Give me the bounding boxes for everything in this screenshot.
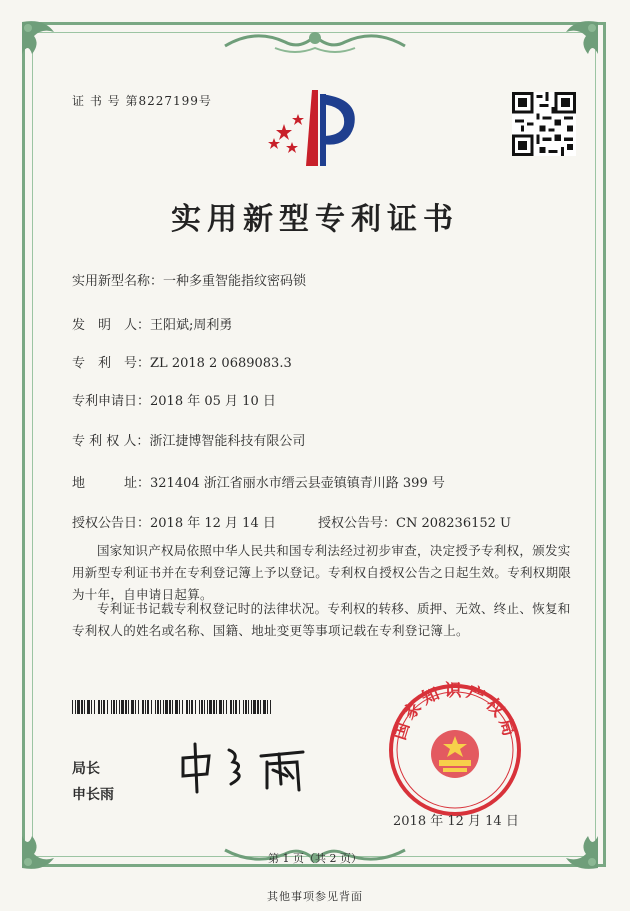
field-value: 浙江捷博智能科技有限公司 [149,434,306,449]
field-value: CN 208236152 U [396,516,511,531]
field-grant-number [318,512,511,531]
seal-date: 2018 年 12 月 14 日 [393,814,519,829]
field-filing-date [72,390,276,409]
barcode-icon [72,700,272,714]
director-title: 局长 [72,761,100,777]
field-utility-model-name [72,270,306,289]
field-label: 专 利 权 人： [72,434,150,449]
field-label: 实用新型名称： [72,274,164,289]
certificate-number: 证 书 号 第8227199号 [72,94,212,108]
field-value: 2018 年 12 月 14 日 [150,516,276,531]
corner-ornament-icon [14,822,68,876]
statement-paragraph: 专利证书记载专利权登记时的法律状况。专利权的转移、质押、无效、终止、恢复和专利权人的姓名或名称、国籍、地址变更等事项记载在专利登记簿上。 [72,601,571,638]
field-inventor [72,314,232,333]
field-value: 一种多重智能指纹密码锁 [163,274,307,289]
field-label: 专 利 号： [72,356,151,371]
director-name: 申长雨 [72,787,114,803]
field-value: 2018 年 05 月 10 日 [150,394,276,409]
statement-paragraph: 国家知识产权局依照中华人民共和国专利法经过初步审查，决定授予专利权，颁发实用新型专利证书并在专利登记簿上予以登记。专利权自授权公告之日起生效。专利权期限为十年，自申请日起算。 [72,543,572,602]
field-patentee [72,430,305,449]
certificate-title: 实用新型专利证书 [171,202,459,237]
field-address [72,472,445,491]
seal-text: 国家知识产权局 [389,681,521,743]
field-label: 授权公告日： [72,516,151,531]
corner-ornament-icon [552,14,606,68]
field-label: 专利申请日： [72,394,151,409]
field-value: 321404 浙江省丽水市缙云县壶镇镇青川路 399 号 [150,476,445,491]
director-block [72,756,114,808]
field-patent-number [72,352,292,371]
field-label: 授权公告号： [318,516,397,531]
corner-ornament-icon [14,14,68,68]
footer-note: 其他事项参见背面 [267,890,363,903]
official-seal-icon [385,680,525,820]
field-label: 地 址： [72,476,151,491]
corner-ornament-icon [552,822,606,876]
field-value: ZL 2018 2 0689083.3 [150,356,292,371]
page-number: 第 1 页（共 2 页） [268,852,362,865]
field-label: 发 明 人： [72,318,151,333]
field-value: 王阳斌;周利勇 [150,318,233,333]
field-grant-date [72,512,276,531]
director-signature-icon [175,736,325,796]
patent-office-logo-icon [262,86,372,168]
qr-code-icon [512,92,576,156]
top-scroll-ornament-icon [215,26,415,58]
